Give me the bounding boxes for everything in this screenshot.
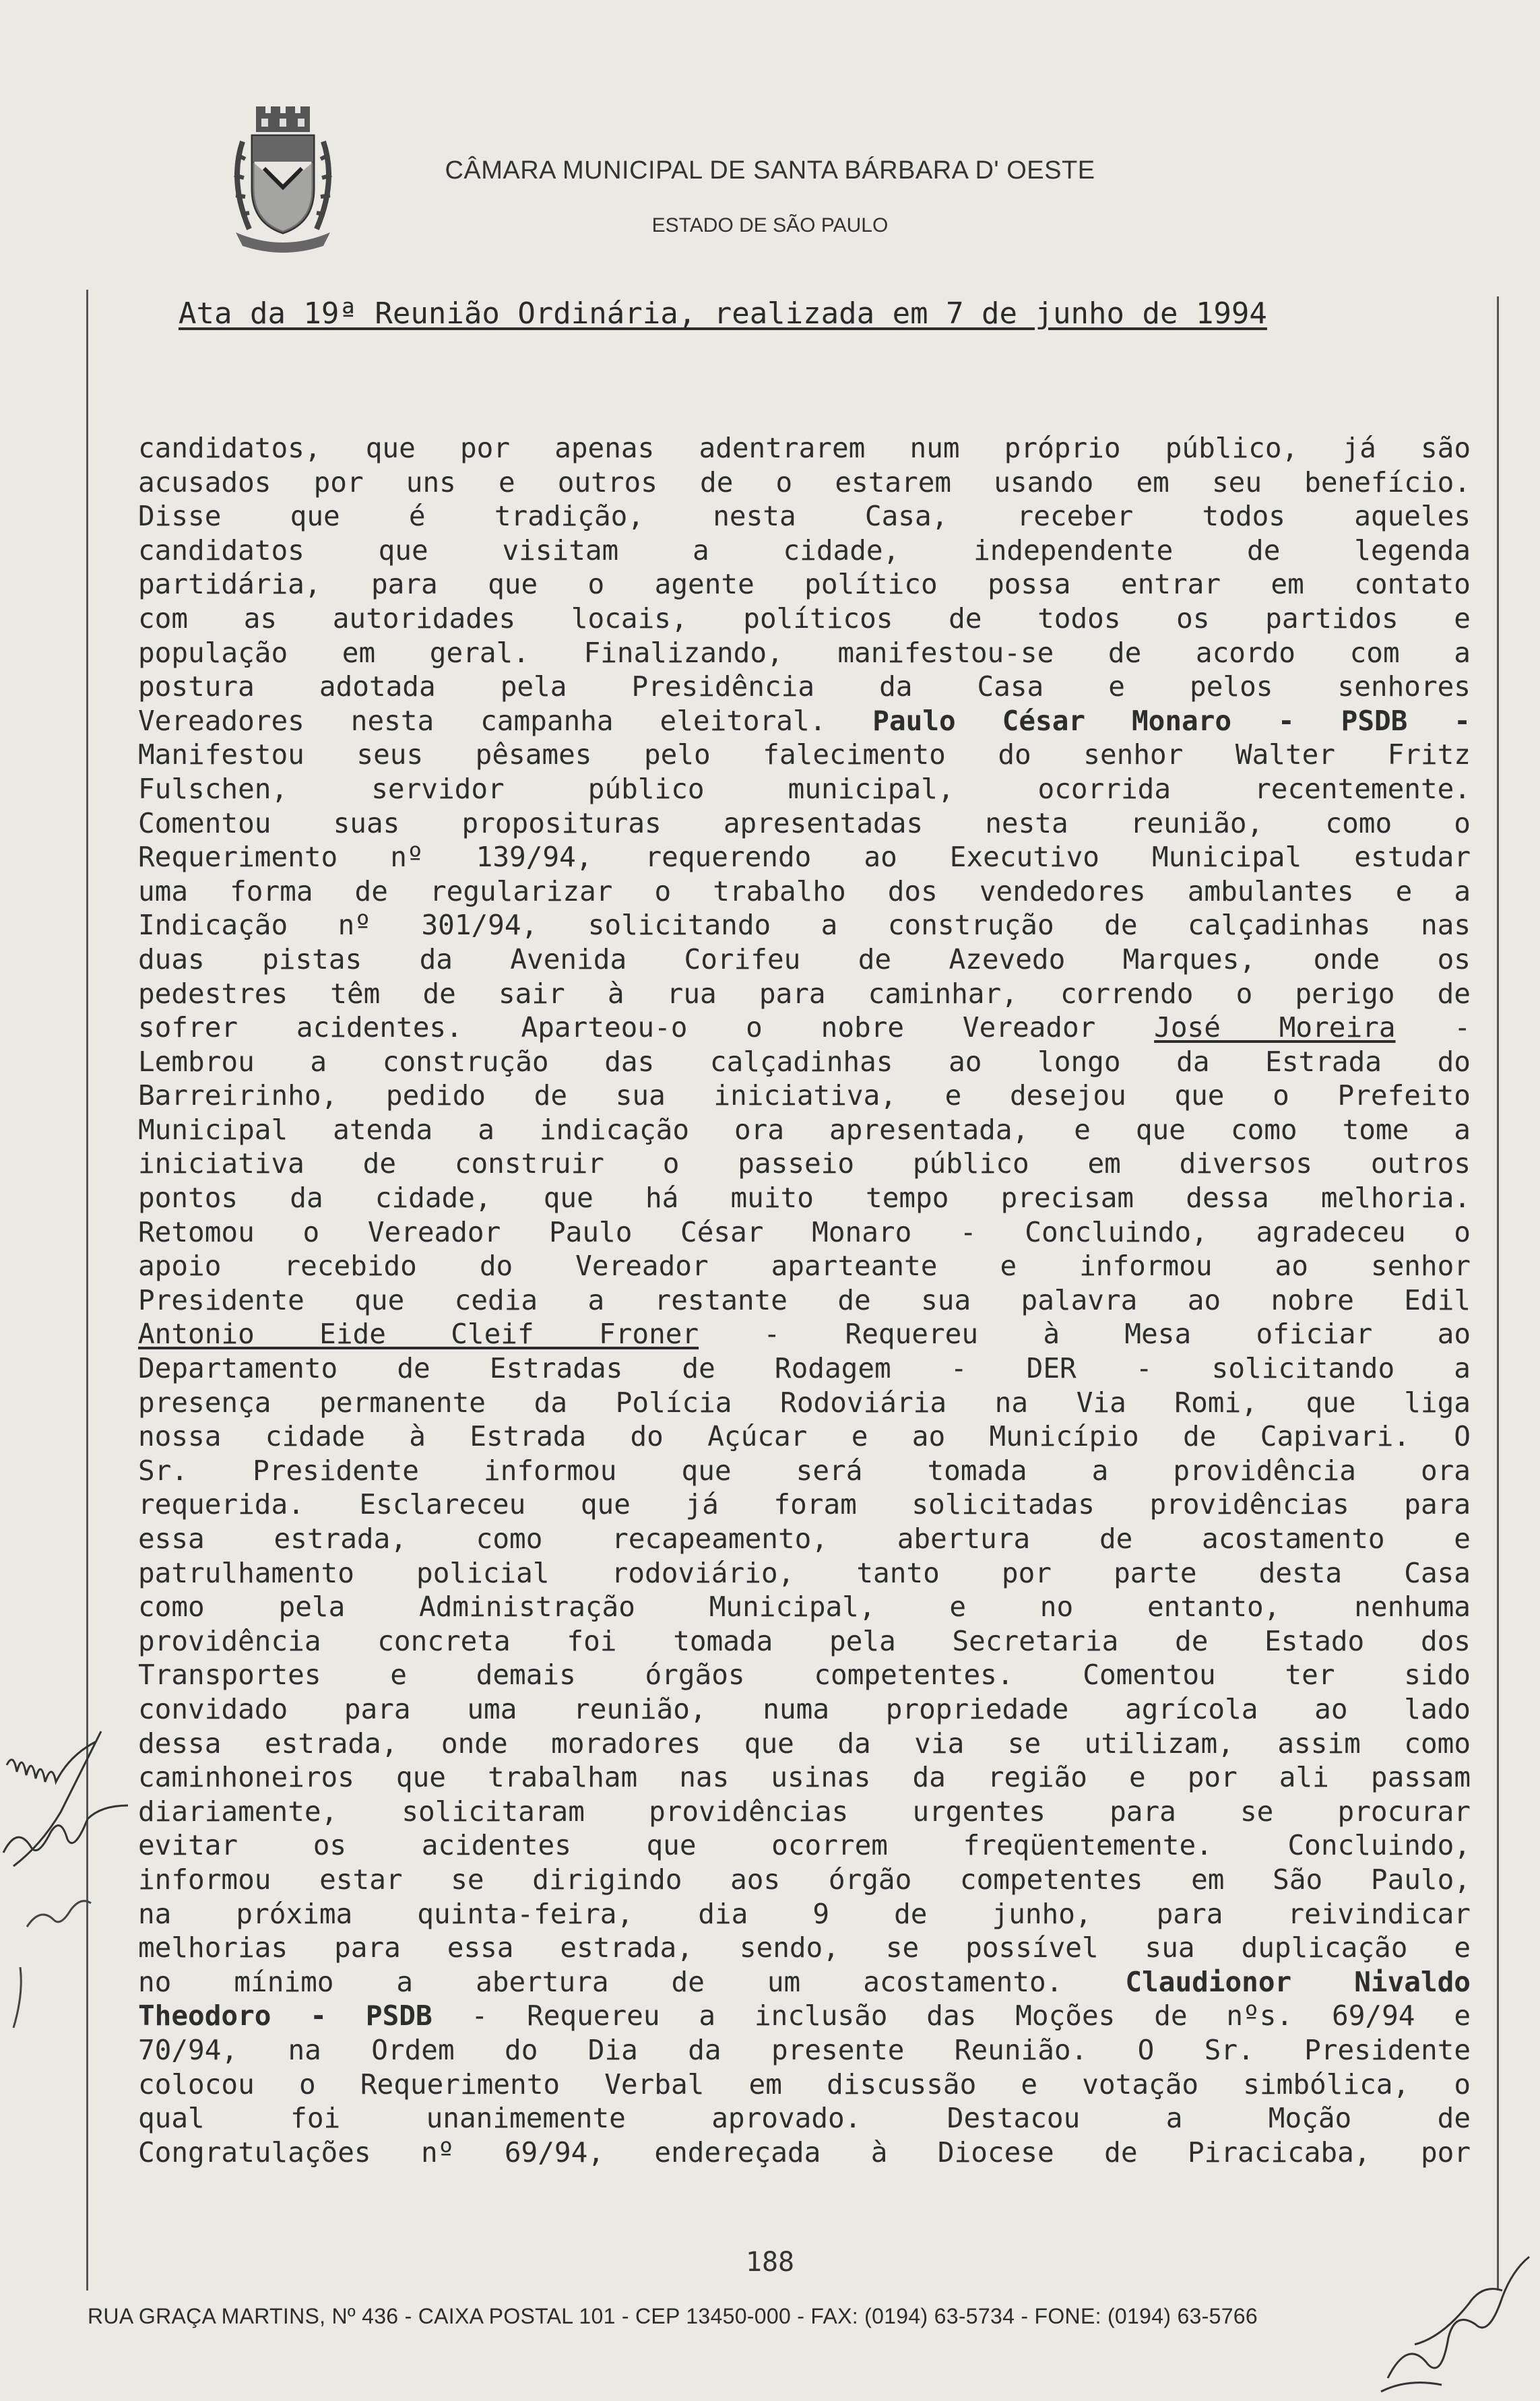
page-number: 188 [745,2247,795,2278]
speaker-name: Claudionor Nivaldo [1125,1965,1471,1998]
body-line: Manifestou seus pêsames pelo falecimento do senhor Walter Fritz [138,738,1471,771]
body-line: Municipal atenda a indicação ora apresentada, e que como tome a [138,1113,1471,1146]
body-line: pedestres têm de sair à rua para caminhar, correndo o perigo de [138,977,1471,1010]
speaker-name: Theodoro - PSDB [138,1999,432,2032]
body-line: na próxima quinta-feira, dia 9 de junho, para reivindicar [138,1897,1471,1930]
body-line: Transportes e demais órgãos competentes. Comentou ter sido [138,1659,1471,1692]
body-line: Presidente que cedia a restante de sua palavra ao nobre Edil [138,1283,1471,1316]
body-line: Sr. Presidente informou que será tomada a providência ora [138,1454,1471,1487]
body-line: Requerimento nº 139/94, requerendo ao Executivo Municipal estudar [138,841,1471,874]
body-line [138,1317,1471,1351]
body-line: uma forma de regularizar o trabalho dos vendedores ambulantes e a [138,874,1471,907]
body-line: evitar os acidentes que ocorrem freqüentemente. Concluindo, [138,1829,1471,1862]
body-text-segment: sofrer acidentes. Aparteou-o o nobre Vereador [138,1011,1096,1044]
page-corner-signature-icon [1374,2243,1536,2401]
body-line: Fulschen, servidor público municipal, ocorrida recentemente. [138,772,1471,805]
body-line: pontos da cidade, que há muito tempo precisam dessa melhoria. [138,1182,1471,1215]
body-line: presença permanente da Polícia Rodoviária na Via Romi, que liga [138,1386,1471,1419]
body-line: Congratulações nº 69/94, endereçada à Diocese de Piracicaba, por [138,2136,1471,2169]
body-text-segment: Vereadores nesta campanha eleitoral. [138,704,827,737]
body-text-segment: - Requereu à Mesa oficiar ao [763,1318,1471,1351]
body-line: convidado para uma reunião, numa propriedade agrícola ao lado [138,1692,1471,1725]
minutes-body [138,431,1471,2169]
body-line: diariamente, solicitaram providências urgentes para se procurar [138,1795,1471,1828]
speaker-name: José Moreira [1154,1011,1396,1044]
body-line: essa estrada, como recapeamento, abertura de acostamento e [138,1523,1471,1555]
organization-name: CÂMARA MUNICIPAL DE SANTA BÁRBARA D' OESTE [445,156,1095,185]
body-line: apoio recebido do Vereador aparteante e informou ao senhor [138,1250,1471,1283]
body-line: partidária, para que o agente político possa entrar em contato [138,568,1471,601]
body-line: informou estar se dirigindo aos órgão competentes em São Paulo, [138,1863,1471,1896]
body-line: população em geral. Finalizando, manifestou-se de acordo com a [138,636,1471,669]
speaker-name: Antonio Eide Cleif Froner [138,1318,699,1351]
body-line: postura adotada pela Presidência da Casa e pelos senhores [138,670,1471,703]
body-line: duas pistas da Avenida Corifeu de Azevedo Marques, onde os [138,942,1471,975]
body-line: Comentou suas proposituras apresentadas nesta reunião, como o [138,806,1471,839]
body-line [138,1965,1471,1999]
body-line: candidatos que visitam a cidade, independente de legenda [138,534,1471,567]
body-line [138,1999,1471,2033]
body-line: dessa estrada, onde moradores que da via se utilizam, assim como [138,1727,1471,1760]
body-line [138,1011,1471,1045]
body-line: caminhoneiros que trabalham nas usinas da região e por ali passam [138,1761,1471,1794]
body-line [138,704,1471,738]
body-line: patrulhamento policial rodoviário, tanto por parte desta Casa [138,1556,1471,1589]
body-line: 70/94, na Ordem do Dia da presente Reunião. O Sr. Presidente [138,2033,1471,2066]
body-line: como pela Administração Municipal, e no entanto, nenhuma [138,1591,1471,1624]
body-line: Retomou o Vereador Paulo César Monaro - Concluindo, agradeceu o [138,1215,1471,1248]
body-line: iniciativa de construir o passeio público em diversos outros [138,1147,1471,1180]
speaker-name: Paulo César Monaro - PSDB - [872,704,1471,737]
body-text-segment: no mínimo a abertura de um acostamento. [138,1965,1063,1998]
body-line: acusados por uns e outros de o estarem usando em seu benefício. [138,466,1471,499]
body-text-segment: - [1454,1011,1471,1044]
body-line: nossa cidade à Estrada do Açúcar e ao Município de Capivari. O [138,1420,1471,1453]
right-margin-rule [1497,296,1499,2291]
body-line: candidatos, que por apenas adentrarem num próprio público, já são [138,432,1471,464]
body-line: providência concreta foi tomada pela Secretaria de Estado dos [138,1624,1471,1657]
body-line: Lembrou a construção das calçadinhas ao longo da Estrada do [138,1045,1471,1078]
organization-state: ESTADO DE SÃO PAULO [651,214,889,236]
body-line: requerida. Esclareceu que já foram solicitadas providências para [138,1488,1471,1521]
body-line: Indicação nº 301/94, solicitando a construção de calçadinhas nas [138,909,1471,942]
body-text-segment: - Requereu a inclusão das Moções de nºs. 69/94 e [471,1999,1471,2032]
body-line: Barreirinho, pedido de sua iniciativa, e desejou que o Prefeito [138,1079,1471,1112]
body-line: Departamento de Estradas de Rodagem - DER - solicitando a [138,1352,1471,1385]
body-line: com as autoridades locais, políticos de todos os partidos e [138,602,1471,635]
body-line: qual foi unanimemente aprovado. Destacou a Moção de [138,2102,1471,2135]
body-line: melhorias para essa estrada, sendo, se possível sua duplicação e [138,1931,1471,1964]
body-line: Disse que é tradição, nesta Casa, receber todos aqueles [138,500,1471,533]
footer-address: RUA GRAÇA MARTINS, Nº 436 - CAIXA POSTAL 101 - CEP 13450-000 - FAX: (0194) 63-5734 - FONE: (0194) 63-5766 [88,2304,1258,2328]
margin-signature-icon [0,1725,155,2061]
document-title: Ata da 19ª Reunião Ordinária, realizada em 7 de junho de 1994 [179,296,1267,331]
body-line: colocou o Requerimento Verbal em discussão e votação simbólica, o [138,2068,1471,2101]
